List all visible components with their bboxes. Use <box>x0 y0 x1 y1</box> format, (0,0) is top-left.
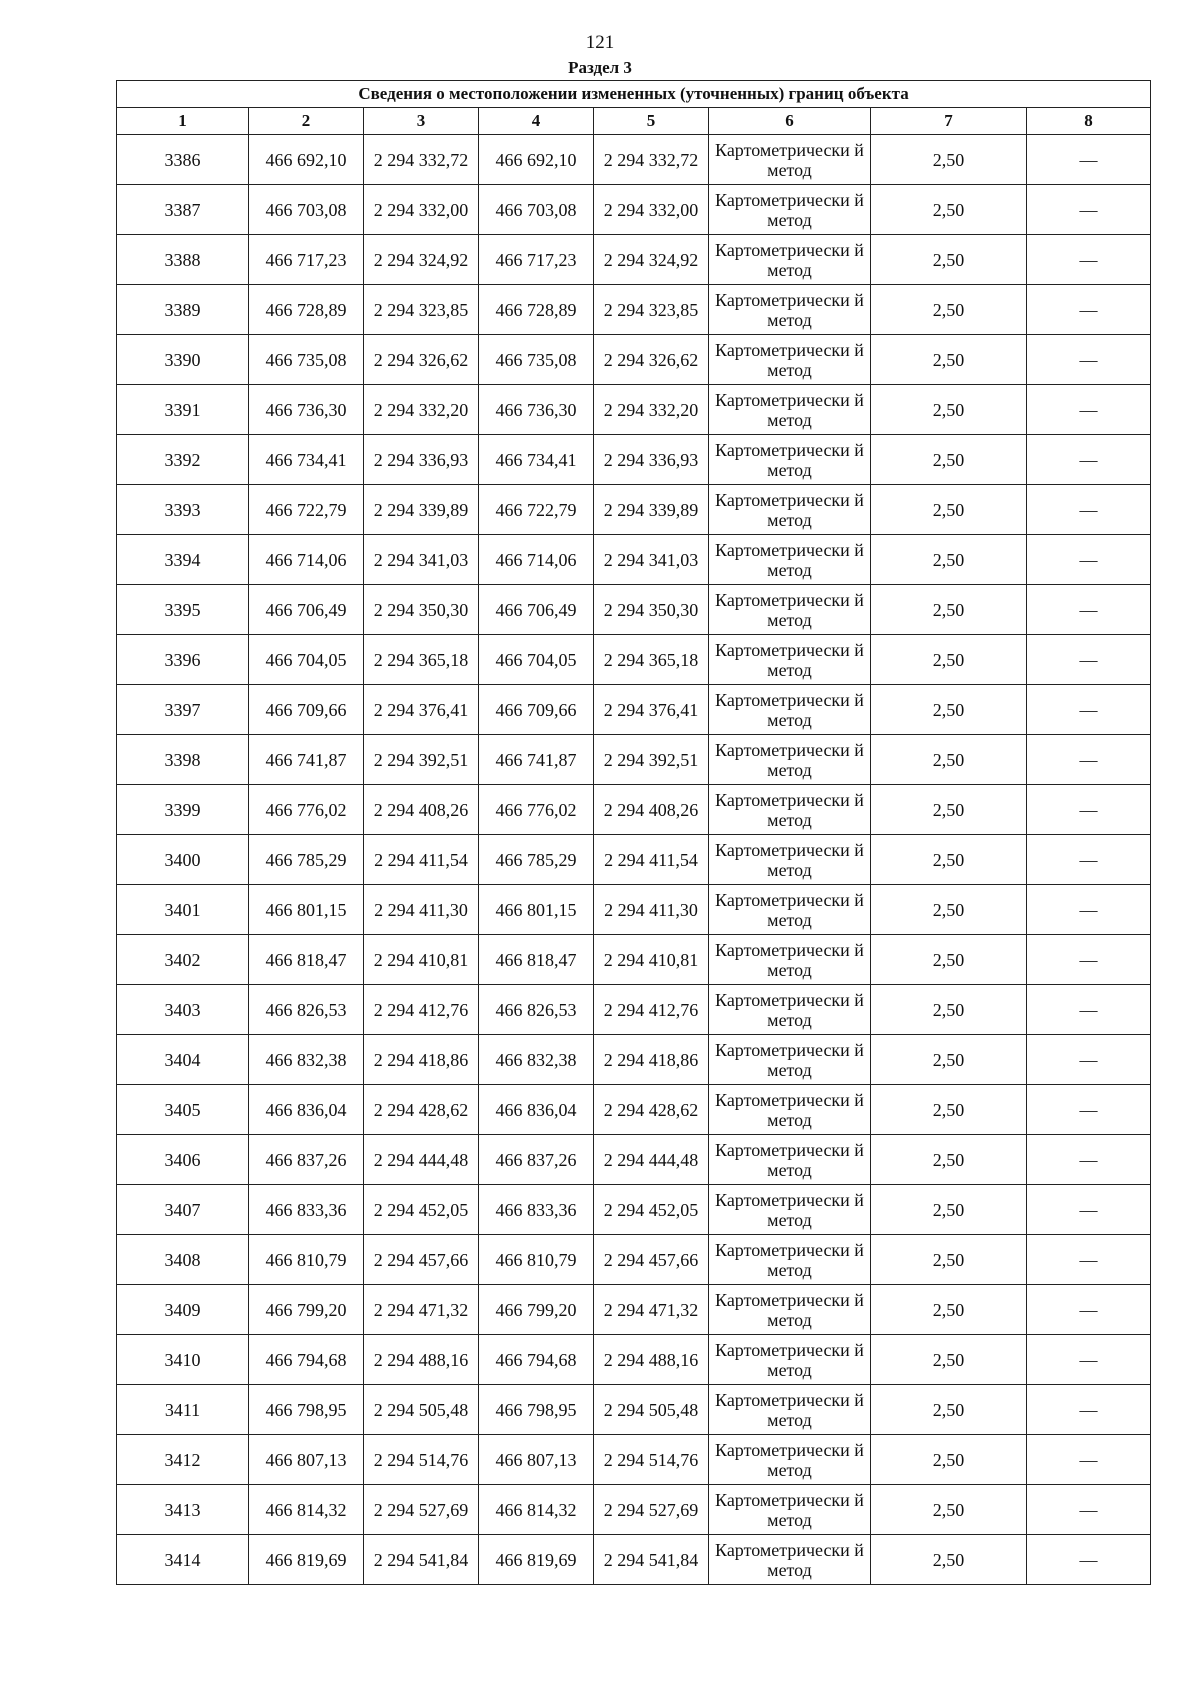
cell-method: Картометрически й метод <box>709 335 871 385</box>
cell-description: — <box>1027 985 1151 1035</box>
cell-point-number: 3389 <box>117 285 249 335</box>
cell-y-coordinate-new: 2 294 488,16 <box>594 1335 709 1385</box>
cell-method: Картометрически й метод <box>709 1535 871 1585</box>
cell-accuracy: 2,50 <box>871 1185 1027 1235</box>
cell-y-coordinate: 2 294 323,85 <box>364 285 479 335</box>
cell-x-coordinate: 466 794,68 <box>249 1335 364 1385</box>
cell-x-coordinate-new: 466 736,30 <box>479 385 594 435</box>
cell-accuracy: 2,50 <box>871 485 1027 535</box>
cell-x-coordinate: 466 706,49 <box>249 585 364 635</box>
column-number-3: 3 <box>364 108 479 135</box>
cell-point-number: 3397 <box>117 685 249 735</box>
table-row <box>117 285 1151 335</box>
cell-accuracy: 2,50 <box>871 385 1027 435</box>
cell-accuracy: 2,50 <box>871 335 1027 385</box>
cell-x-coordinate-new: 466 692,10 <box>479 135 594 185</box>
cell-description: — <box>1027 1085 1151 1135</box>
cell-x-coordinate-new: 466 826,53 <box>479 985 594 1035</box>
cell-point-number: 3406 <box>117 1135 249 1185</box>
cell-method: Картометрически й метод <box>709 1185 871 1235</box>
cell-y-coordinate: 2 294 336,93 <box>364 435 479 485</box>
cell-x-coordinate-new: 466 819,69 <box>479 1535 594 1585</box>
cell-point-number: 3394 <box>117 535 249 585</box>
cell-description: — <box>1027 435 1151 485</box>
cell-accuracy: 2,50 <box>871 235 1027 285</box>
cell-y-coordinate-new: 2 294 471,32 <box>594 1285 709 1335</box>
cell-accuracy: 2,50 <box>871 1085 1027 1135</box>
table-row <box>117 1285 1151 1335</box>
cell-y-coordinate: 2 294 324,92 <box>364 235 479 285</box>
cell-accuracy: 2,50 <box>871 835 1027 885</box>
cell-y-coordinate: 2 294 332,20 <box>364 385 479 435</box>
table-caption-row <box>117 81 1151 108</box>
table-row <box>117 985 1151 1035</box>
cell-x-coordinate-new: 466 799,20 <box>479 1285 594 1335</box>
cell-y-coordinate: 2 294 410,81 <box>364 935 479 985</box>
cell-accuracy: 2,50 <box>871 1485 1027 1535</box>
cell-accuracy: 2,50 <box>871 1385 1027 1435</box>
cell-method: Картометрически й метод <box>709 885 871 935</box>
cell-y-coordinate-new: 2 294 324,92 <box>594 235 709 285</box>
cell-method: Картометрически й метод <box>709 385 871 435</box>
table-row <box>117 535 1151 585</box>
cell-x-coordinate-new: 466 741,87 <box>479 735 594 785</box>
cell-point-number: 3403 <box>117 985 249 1035</box>
cell-y-coordinate: 2 294 488,16 <box>364 1335 479 1385</box>
table-row <box>117 835 1151 885</box>
cell-accuracy: 2,50 <box>871 585 1027 635</box>
cell-x-coordinate: 466 836,04 <box>249 1085 364 1135</box>
cell-x-coordinate: 466 703,08 <box>249 185 364 235</box>
table-row <box>117 135 1151 185</box>
cell-method: Картометрически й метод <box>709 1135 871 1185</box>
cell-point-number: 3396 <box>117 635 249 685</box>
cell-y-coordinate-new: 2 294 336,93 <box>594 435 709 485</box>
cell-x-coordinate: 466 833,36 <box>249 1185 364 1235</box>
cell-x-coordinate: 466 741,87 <box>249 735 364 785</box>
cell-x-coordinate-new: 466 833,36 <box>479 1185 594 1235</box>
cell-method: Картометрически й метод <box>709 285 871 335</box>
cell-y-coordinate: 2 294 326,62 <box>364 335 479 385</box>
cell-y-coordinate-new: 2 294 411,30 <box>594 885 709 935</box>
cell-y-coordinate: 2 294 471,32 <box>364 1285 479 1335</box>
cell-description: — <box>1027 185 1151 235</box>
cell-description: — <box>1027 1235 1151 1285</box>
cell-method: Картометрически й метод <box>709 1385 871 1435</box>
cell-point-number: 3400 <box>117 835 249 885</box>
cell-y-coordinate-new: 2 294 326,62 <box>594 335 709 385</box>
cell-y-coordinate: 2 294 341,03 <box>364 535 479 585</box>
cell-accuracy: 2,50 <box>871 935 1027 985</box>
table-row <box>117 1085 1151 1135</box>
coordinates-table <box>116 80 1151 1585</box>
cell-x-coordinate: 466 819,69 <box>249 1535 364 1585</box>
cell-method: Картометрически й метод <box>709 585 871 635</box>
cell-y-coordinate-new: 2 294 408,26 <box>594 785 709 835</box>
cell-x-coordinate: 466 818,47 <box>249 935 364 985</box>
cell-description: — <box>1027 135 1151 185</box>
cell-y-coordinate-new: 2 294 505,48 <box>594 1385 709 1435</box>
cell-description: — <box>1027 585 1151 635</box>
cell-y-coordinate-new: 2 294 332,00 <box>594 185 709 235</box>
cell-method: Картометрически й метод <box>709 535 871 585</box>
cell-point-number: 3412 <box>117 1435 249 1485</box>
cell-y-coordinate: 2 294 376,41 <box>364 685 479 735</box>
cell-y-coordinate: 2 294 365,18 <box>364 635 479 685</box>
cell-description: — <box>1027 1385 1151 1435</box>
cell-description: — <box>1027 485 1151 535</box>
cell-point-number: 3392 <box>117 435 249 485</box>
cell-description: — <box>1027 735 1151 785</box>
cell-x-coordinate-new: 466 801,15 <box>479 885 594 935</box>
cell-y-coordinate: 2 294 332,00 <box>364 185 479 235</box>
cell-y-coordinate: 2 294 541,84 <box>364 1535 479 1585</box>
table-row <box>117 1535 1151 1585</box>
cell-y-coordinate: 2 294 339,89 <box>364 485 479 535</box>
cell-x-coordinate-new: 466 798,95 <box>479 1385 594 1435</box>
cell-x-coordinate: 466 826,53 <box>249 985 364 1035</box>
cell-method: Картометрически й метод <box>709 235 871 285</box>
cell-point-number: 3410 <box>117 1335 249 1385</box>
cell-x-coordinate-new: 466 735,08 <box>479 335 594 385</box>
cell-point-number: 3399 <box>117 785 249 835</box>
table-row <box>117 335 1151 385</box>
table-row <box>117 585 1151 635</box>
cell-accuracy: 2,50 <box>871 1235 1027 1285</box>
cell-description: — <box>1027 1485 1151 1535</box>
cell-x-coordinate: 466 785,29 <box>249 835 364 885</box>
cell-x-coordinate: 466 801,15 <box>249 885 364 935</box>
cell-y-coordinate-new: 2 294 365,18 <box>594 635 709 685</box>
column-number-7: 7 <box>871 108 1027 135</box>
cell-point-number: 3387 <box>117 185 249 235</box>
cell-x-coordinate-new: 466 722,79 <box>479 485 594 535</box>
cell-x-coordinate: 466 736,30 <box>249 385 364 435</box>
cell-x-coordinate: 466 776,02 <box>249 785 364 835</box>
cell-accuracy: 2,50 <box>871 1435 1027 1485</box>
cell-x-coordinate-new: 466 794,68 <box>479 1335 594 1385</box>
table-row <box>117 1185 1151 1235</box>
page-number: 121 <box>585 32 615 53</box>
cell-point-number: 3395 <box>117 585 249 635</box>
cell-y-coordinate-new: 2 294 332,72 <box>594 135 709 185</box>
cell-x-coordinate: 466 799,20 <box>249 1285 364 1335</box>
cell-y-coordinate: 2 294 411,30 <box>364 885 479 935</box>
cell-y-coordinate-new: 2 294 350,30 <box>594 585 709 635</box>
cell-x-coordinate-new: 466 814,32 <box>479 1485 594 1535</box>
table-row <box>117 1135 1151 1185</box>
cell-point-number: 3404 <box>117 1035 249 1085</box>
cell-x-coordinate: 466 728,89 <box>249 285 364 335</box>
cell-x-coordinate-new: 466 818,47 <box>479 935 594 985</box>
table-row <box>117 1235 1151 1285</box>
cell-description: — <box>1027 535 1151 585</box>
cell-x-coordinate-new: 466 785,29 <box>479 835 594 885</box>
cell-x-coordinate-new: 466 706,49 <box>479 585 594 635</box>
cell-description: — <box>1027 235 1151 285</box>
cell-y-coordinate-new: 2 294 428,62 <box>594 1085 709 1135</box>
cell-x-coordinate-new: 466 836,04 <box>479 1085 594 1135</box>
column-number-6: 6 <box>709 108 871 135</box>
cell-y-coordinate: 2 294 527,69 <box>364 1485 479 1535</box>
cell-x-coordinate: 466 735,08 <box>249 335 364 385</box>
cell-y-coordinate-new: 2 294 411,54 <box>594 835 709 885</box>
cell-x-coordinate: 466 704,05 <box>249 635 364 685</box>
cell-accuracy: 2,50 <box>871 785 1027 835</box>
cell-description: — <box>1027 285 1151 335</box>
cell-point-number: 3409 <box>117 1285 249 1335</box>
cell-y-coordinate: 2 294 412,76 <box>364 985 479 1035</box>
cell-point-number: 3391 <box>117 385 249 435</box>
cell-y-coordinate-new: 2 294 341,03 <box>594 535 709 585</box>
cell-y-coordinate-new: 2 294 527,69 <box>594 1485 709 1535</box>
cell-method: Картометрически й метод <box>709 685 871 735</box>
table-row <box>117 1435 1151 1485</box>
cell-method: Картометрически й метод <box>709 1235 871 1285</box>
cell-point-number: 3398 <box>117 735 249 785</box>
cell-description: — <box>1027 385 1151 435</box>
cell-accuracy: 2,50 <box>871 435 1027 485</box>
cell-method: Картометрически й метод <box>709 985 871 1035</box>
column-number-8: 8 <box>1027 108 1151 135</box>
cell-accuracy: 2,50 <box>871 1135 1027 1185</box>
cell-x-coordinate: 466 798,95 <box>249 1385 364 1435</box>
cell-x-coordinate-new: 466 807,13 <box>479 1435 594 1485</box>
cell-x-coordinate: 466 807,13 <box>249 1435 364 1485</box>
cell-accuracy: 2,50 <box>871 1035 1027 1085</box>
cell-y-coordinate-new: 2 294 412,76 <box>594 985 709 1035</box>
cell-y-coordinate: 2 294 332,72 <box>364 135 479 185</box>
cell-method: Картометрически й метод <box>709 785 871 835</box>
cell-point-number: 3402 <box>117 935 249 985</box>
cell-x-coordinate: 466 810,79 <box>249 1235 364 1285</box>
cell-method: Картометрически й метод <box>709 135 871 185</box>
cell-description: — <box>1027 685 1151 735</box>
cell-x-coordinate-new: 466 728,89 <box>479 285 594 335</box>
cell-accuracy: 2,50 <box>871 685 1027 735</box>
cell-x-coordinate: 466 832,38 <box>249 1035 364 1085</box>
cell-point-number: 3388 <box>117 235 249 285</box>
table-row <box>117 935 1151 985</box>
cell-point-number: 3393 <box>117 485 249 535</box>
cell-accuracy: 2,50 <box>871 635 1027 685</box>
cell-y-coordinate: 2 294 411,54 <box>364 835 479 885</box>
cell-y-coordinate-new: 2 294 457,66 <box>594 1235 709 1285</box>
cell-accuracy: 2,50 <box>871 285 1027 335</box>
cell-y-coordinate-new: 2 294 332,20 <box>594 385 709 435</box>
cell-y-coordinate-new: 2 294 444,48 <box>594 1135 709 1185</box>
cell-method: Картометрически й метод <box>709 1035 871 1085</box>
cell-method: Картометрически й метод <box>709 635 871 685</box>
cell-accuracy: 2,50 <box>871 885 1027 935</box>
cell-method: Картометрически й метод <box>709 185 871 235</box>
table-row <box>117 1385 1151 1435</box>
cell-x-coordinate-new: 466 776,02 <box>479 785 594 835</box>
cell-description: — <box>1027 1435 1151 1485</box>
column-number-4: 4 <box>479 108 594 135</box>
cell-point-number: 3401 <box>117 885 249 935</box>
cell-x-coordinate-new: 466 832,38 <box>479 1035 594 1085</box>
cell-point-number: 3411 <box>117 1385 249 1435</box>
cell-description: — <box>1027 1285 1151 1335</box>
cell-x-coordinate: 466 714,06 <box>249 535 364 585</box>
column-number-1: 1 <box>117 108 249 135</box>
cell-x-coordinate-new: 466 703,08 <box>479 185 594 235</box>
cell-x-coordinate-new: 466 837,26 <box>479 1135 594 1185</box>
section-title: Раздел 3 <box>568 58 632 77</box>
cell-x-coordinate: 466 709,66 <box>249 685 364 735</box>
cell-x-coordinate-new: 466 734,41 <box>479 435 594 485</box>
cell-y-coordinate: 2 294 514,76 <box>364 1435 479 1485</box>
cell-method: Картометрически й метод <box>709 1485 871 1535</box>
cell-method: Картометрически й метод <box>709 485 871 535</box>
cell-x-coordinate-new: 466 714,06 <box>479 535 594 585</box>
table-row <box>117 735 1151 785</box>
table-row <box>117 1335 1151 1385</box>
cell-description: — <box>1027 935 1151 985</box>
cell-point-number: 3408 <box>117 1235 249 1285</box>
cell-x-coordinate: 466 837,26 <box>249 1135 364 1185</box>
cell-y-coordinate-new: 2 294 541,84 <box>594 1535 709 1585</box>
cell-description: — <box>1027 835 1151 885</box>
cell-y-coordinate-new: 2 294 339,89 <box>594 485 709 535</box>
cell-description: — <box>1027 335 1151 385</box>
cell-y-coordinate-new: 2 294 410,81 <box>594 935 709 985</box>
cell-description: — <box>1027 1135 1151 1185</box>
cell-point-number: 3390 <box>117 335 249 385</box>
cell-x-coordinate: 466 734,41 <box>249 435 364 485</box>
table-caption: Сведения о местоположении измененных (уточненных) границ объекта <box>117 81 1151 108</box>
cell-accuracy: 2,50 <box>871 735 1027 785</box>
cell-y-coordinate-new: 2 294 514,76 <box>594 1435 709 1485</box>
cell-y-coordinate-new: 2 294 452,05 <box>594 1185 709 1235</box>
cell-y-coordinate-new: 2 294 418,86 <box>594 1035 709 1085</box>
table-row <box>117 235 1151 285</box>
cell-x-coordinate: 466 814,32 <box>249 1485 364 1535</box>
cell-y-coordinate: 2 294 457,66 <box>364 1235 479 1285</box>
cell-point-number: 3405 <box>117 1085 249 1135</box>
table-row <box>117 1485 1151 1535</box>
cell-accuracy: 2,50 <box>871 135 1027 185</box>
cell-x-coordinate: 466 717,23 <box>249 235 364 285</box>
table-row <box>117 485 1151 535</box>
cell-method: Картометрически й метод <box>709 935 871 985</box>
cell-y-coordinate: 2 294 350,30 <box>364 585 479 635</box>
table-row <box>117 435 1151 485</box>
cell-method: Картометрически й метод <box>709 1285 871 1335</box>
cell-method: Картометрически й метод <box>709 1335 871 1385</box>
cell-description: — <box>1027 1335 1151 1385</box>
cell-accuracy: 2,50 <box>871 1535 1027 1585</box>
cell-y-coordinate: 2 294 505,48 <box>364 1385 479 1435</box>
cell-y-coordinate: 2 294 452,05 <box>364 1185 479 1235</box>
table-row <box>117 185 1151 235</box>
table-body <box>117 135 1151 1585</box>
cell-x-coordinate: 466 722,79 <box>249 485 364 535</box>
cell-accuracy: 2,50 <box>871 535 1027 585</box>
cell-y-coordinate-new: 2 294 376,41 <box>594 685 709 735</box>
table-row <box>117 785 1151 835</box>
column-number-2: 2 <box>249 108 364 135</box>
cell-method: Картометрически й метод <box>709 435 871 485</box>
cell-y-coordinate: 2 294 418,86 <box>364 1035 479 1085</box>
table-row <box>117 385 1151 435</box>
cell-y-coordinate-new: 2 294 323,85 <box>594 285 709 335</box>
column-number-5: 5 <box>594 108 709 135</box>
cell-accuracy: 2,50 <box>871 985 1027 1035</box>
cell-method: Картометрически й метод <box>709 735 871 785</box>
cell-accuracy: 2,50 <box>871 1335 1027 1385</box>
cell-description: — <box>1027 785 1151 835</box>
cell-description: — <box>1027 1185 1151 1235</box>
table-row <box>117 885 1151 935</box>
cell-y-coordinate: 2 294 444,48 <box>364 1135 479 1185</box>
cell-x-coordinate: 466 692,10 <box>249 135 364 185</box>
cell-y-coordinate-new: 2 294 392,51 <box>594 735 709 785</box>
cell-y-coordinate: 2 294 392,51 <box>364 735 479 785</box>
cell-y-coordinate: 2 294 428,62 <box>364 1085 479 1135</box>
cell-point-number: 3386 <box>117 135 249 185</box>
cell-description: — <box>1027 885 1151 935</box>
table-row <box>117 1035 1151 1085</box>
table-row <box>117 635 1151 685</box>
cell-description: — <box>1027 1035 1151 1085</box>
cell-description: — <box>1027 1535 1151 1585</box>
cell-x-coordinate-new: 466 717,23 <box>479 235 594 285</box>
cell-accuracy: 2,50 <box>871 1285 1027 1335</box>
cell-method: Картометрически й метод <box>709 1435 871 1485</box>
cell-method: Картометрически й метод <box>709 835 871 885</box>
cell-description: — <box>1027 635 1151 685</box>
table-row <box>117 685 1151 735</box>
cell-method: Картометрически й метод <box>709 1085 871 1135</box>
cell-y-coordinate: 2 294 408,26 <box>364 785 479 835</box>
cell-point-number: 3414 <box>117 1535 249 1585</box>
cell-accuracy: 2,50 <box>871 185 1027 235</box>
cell-point-number: 3413 <box>117 1485 249 1535</box>
column-number-row <box>117 108 1151 135</box>
cell-x-coordinate-new: 466 810,79 <box>479 1235 594 1285</box>
cell-x-coordinate-new: 466 704,05 <box>479 635 594 685</box>
cell-x-coordinate-new: 466 709,66 <box>479 685 594 735</box>
cell-point-number: 3407 <box>117 1185 249 1235</box>
